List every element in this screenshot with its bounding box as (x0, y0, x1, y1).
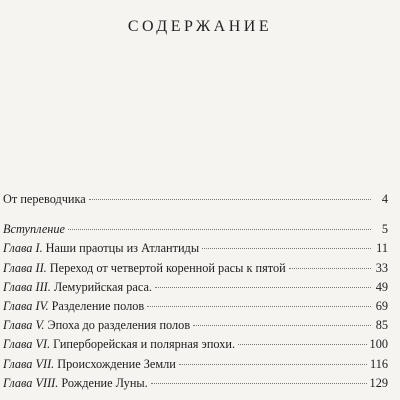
chapter-title: Наши праотцы из Атлантиды (45, 241, 200, 256)
toc-entry-chapter-3[interactable] (3, 280, 388, 299)
dot-leader (179, 364, 367, 365)
dot-leader (202, 248, 371, 249)
toc-entry-chapter-5[interactable] (3, 318, 388, 337)
dot-leader (289, 268, 371, 269)
chapter-title: Гиперборейская и полярная эпохи. (53, 337, 236, 352)
toc-entry-title (3, 261, 286, 276)
toc-entry-page: 33 (375, 260, 388, 275)
chapter-label: Глава V. (3, 318, 45, 333)
dot-leader (155, 287, 371, 288)
toc-entry-title: От переводчика (3, 192, 86, 206)
chapter-label: Глава VI. (3, 337, 51, 352)
chapter-title: Эпоха до разделения полов (47, 318, 191, 333)
toc-entry-page: 100 (369, 337, 388, 352)
chapter-label: Глава VIII. (3, 375, 59, 390)
chapter-title: Происхождение Земли (57, 356, 176, 371)
chapter-label: Глава I. (3, 241, 43, 256)
toc-entry-chapter-4[interactable] (3, 299, 388, 318)
toc-entry-page: 129 (369, 375, 388, 390)
toc-entry-chapter-8[interactable] (3, 376, 388, 395)
toc-entry-page: 49 (375, 279, 388, 294)
toc-entry-title (3, 376, 148, 391)
toc-entry-chapter-2[interactable] (3, 261, 388, 280)
chapter-title: Переход от четвертой коренной расы к пятой (49, 260, 286, 275)
chapter-label: Глава IV. (3, 298, 49, 313)
toc-entry-title (3, 318, 190, 333)
toc-entry-chapter-6[interactable] (3, 337, 388, 356)
toc-entry-title (3, 299, 144, 314)
toc-entry-title (3, 241, 199, 256)
dot-leader (151, 383, 367, 384)
front-matter (3, 192, 388, 211)
table-of-contents (3, 192, 388, 395)
toc-entry-page: 4 (381, 192, 388, 206)
dot-leader (193, 325, 371, 326)
dot-leader (147, 306, 371, 307)
chapter-label: Глава II. (3, 260, 47, 275)
chapter-title: Рождение Луны. (61, 375, 148, 390)
toc-entry-translator[interactable] (3, 192, 388, 211)
toc-entry-page: 11 (376, 241, 388, 256)
chapter-label: Глава III. (3, 279, 51, 294)
toc-entry-intro[interactable] (3, 222, 388, 241)
chapter-title: Лемурийская раса. (53, 279, 152, 294)
toc-entry-page: 85 (375, 318, 388, 333)
toc-entry-chapter-7[interactable] (3, 357, 388, 376)
dot-leader (238, 344, 367, 345)
toc-entry-page: 116 (370, 356, 388, 371)
toc-entry-title (3, 337, 235, 352)
dot-leader (68, 229, 371, 230)
main-contents (3, 222, 388, 395)
toc-entry-page: 5 (381, 222, 388, 237)
toc-entry-page: 69 (375, 298, 388, 313)
toc-entry-chapter-1[interactable] (3, 241, 388, 260)
toc-entry-title: Вступление (3, 222, 65, 237)
toc-entry-title (3, 280, 152, 295)
contents-heading: СОДЕРЖАНИЕ (127, 18, 273, 35)
chapter-label: Глава VII. (3, 356, 55, 371)
toc-entry-title (3, 357, 176, 372)
chapter-title: Разделение полов (51, 298, 145, 313)
dot-leader (89, 199, 371, 200)
